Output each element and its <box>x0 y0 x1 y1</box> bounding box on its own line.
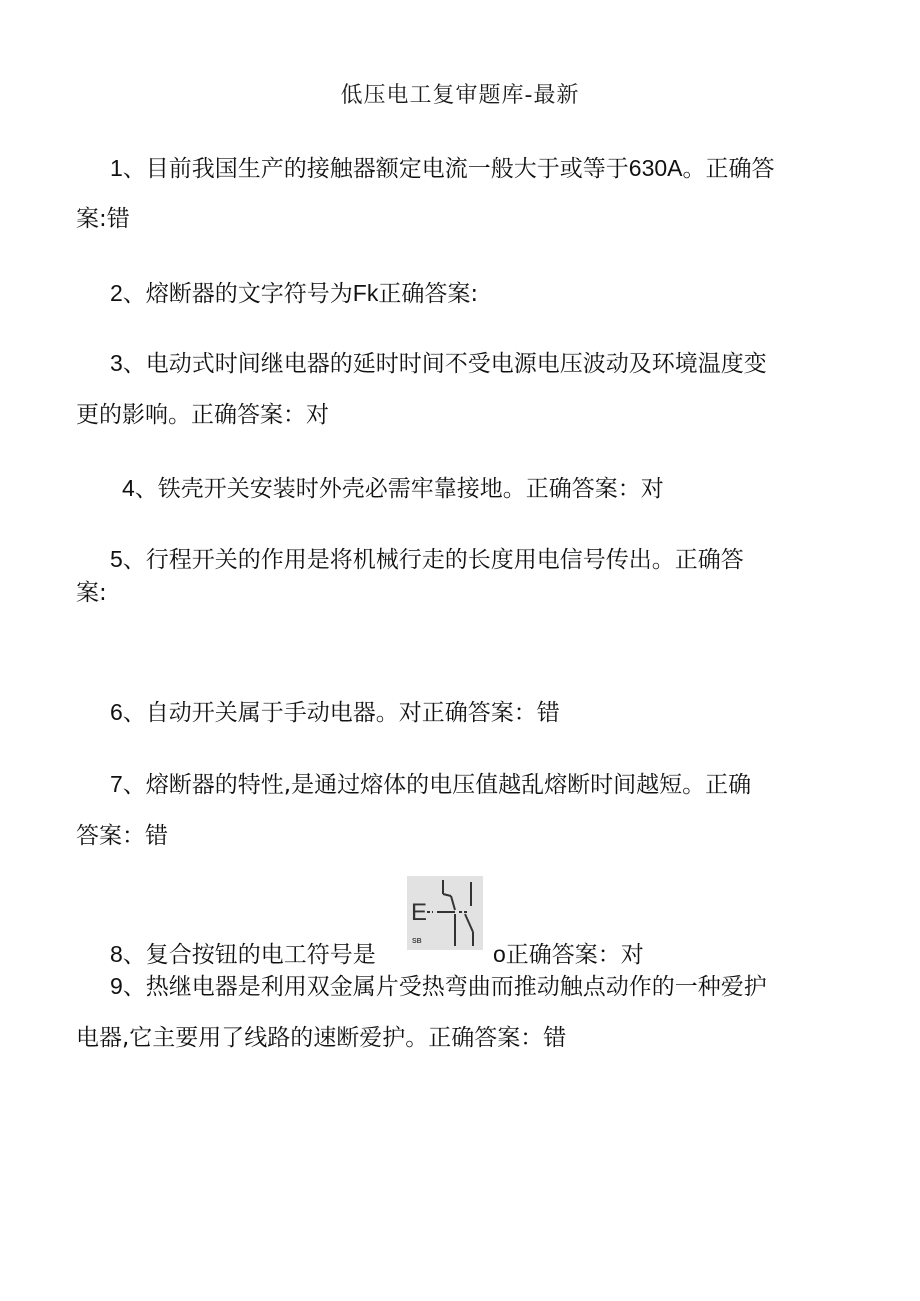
question-5-line-2: 案: <box>76 580 107 606</box>
question-6: 6、自动开关属于手动电器。对正确答案：错 <box>110 699 560 726</box>
compound-button-symbol-icon <box>407 876 483 950</box>
question-7-line-2: 答案：错 <box>76 823 168 849</box>
question-number: 4 <box>122 475 135 501</box>
question-number: 9 <box>110 973 123 999</box>
question-number: 8 <box>110 941 123 967</box>
question-1-line-2: 案:错 <box>76 206 130 232</box>
question-9-line-1: 9、热继电器是利用双金属片受热弯曲而推动触点动作的一种爱护 <box>110 973 767 1000</box>
question-2: 2、熔断器的文字符号为Fk正确答案: <box>110 280 479 307</box>
question-7-line-1: 7、熔断器的特性,是通过熔体的电压值越乱熔断时间越短。正确 <box>110 771 752 798</box>
question-3-line-2: 更的影响。正确答案：对 <box>76 402 329 428</box>
question-5-line-1: 5、行程开关的作用是将机械行走的长度用电信号传出。正确答 <box>110 546 744 573</box>
question-number: 7 <box>110 771 123 797</box>
question-9-line-2: 电器,它主要用了线路的速断爱护。正确答案：错 <box>76 1025 567 1051</box>
question-number: 6 <box>110 699 123 725</box>
question-8-answer: o正确答案：对 <box>493 941 644 968</box>
symbol-letter: E <box>411 899 428 926</box>
symbol-label: SB <box>412 938 422 945</box>
question-3-line-1: 3、电动式时间继电器的延时时间不受电源电压波动及环境温度变 <box>110 350 767 377</box>
question-4: 4、铁壳开关安装时外壳必需牢靠接地。正确答案：对 <box>122 475 664 502</box>
question-number: 3 <box>110 350 123 376</box>
question-8: 8、复合按钮的电工符号是 <box>110 941 376 968</box>
document-title: 低压电工复审题库-最新 <box>340 83 580 108</box>
question-1-line-1: 1、目前我国生产的接触器额定电流一般大于或等于630A。正确答 <box>110 155 775 182</box>
question-number: 2 <box>110 280 123 306</box>
question-number: 1 <box>110 155 123 181</box>
question-number: 5 <box>110 546 123 572</box>
